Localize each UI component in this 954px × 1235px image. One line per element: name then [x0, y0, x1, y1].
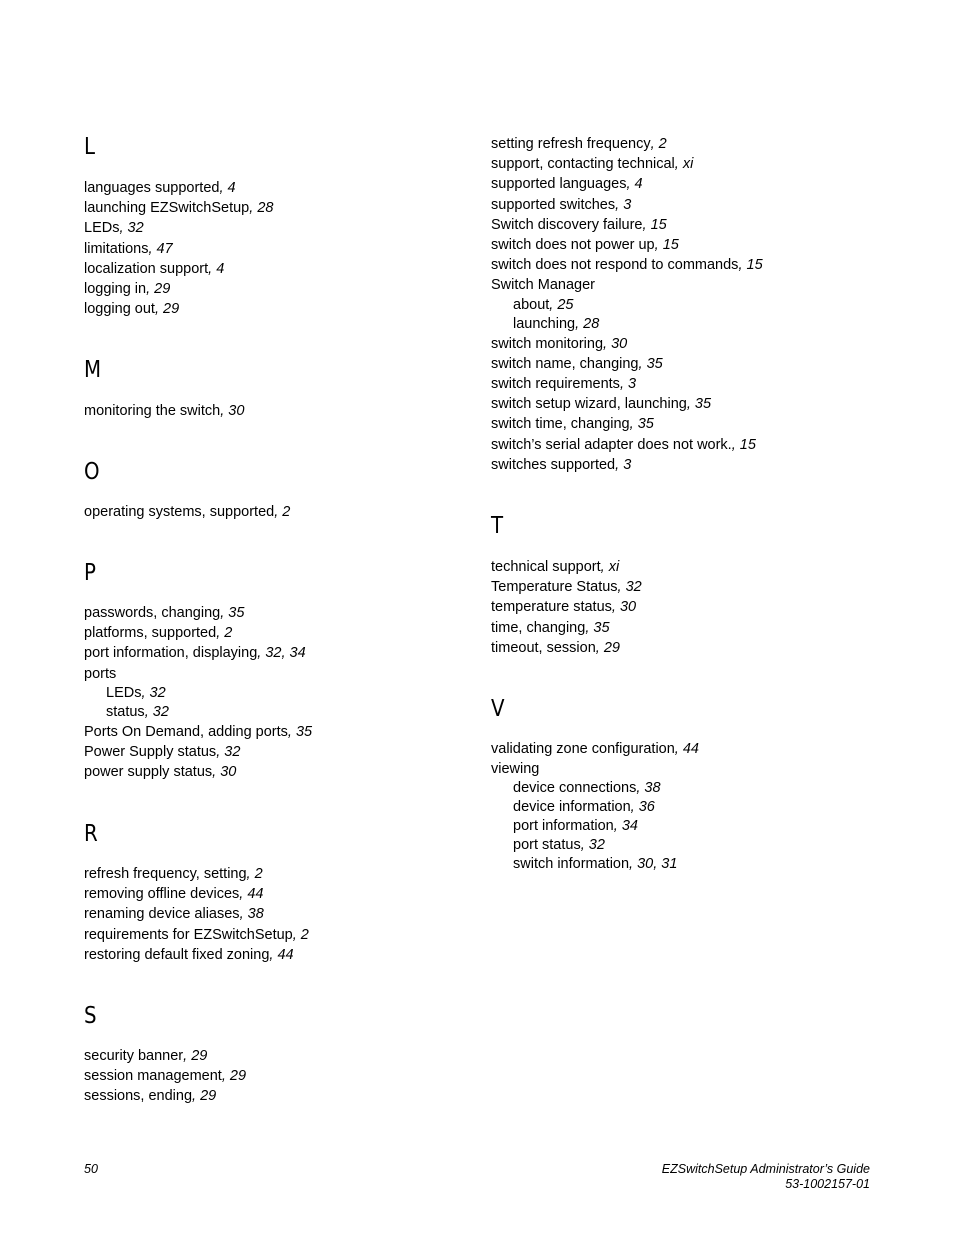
index-entry-list: [491, 739, 699, 874]
entry-page-ref[interactable]: 32: [224, 744, 241, 761]
entry-term: logging out: [84, 301, 155, 318]
entry-page-ref[interactable]: 36: [638, 799, 655, 816]
entry-term: removing offline devices: [84, 886, 240, 903]
section-letter-m: M: [84, 357, 102, 383]
footer-doc-info: [662, 1162, 870, 1192]
index-entry: timeout, session, 29: [491, 639, 620, 656]
entry-page-ref[interactable]: 4: [634, 176, 643, 193]
index-entry: switch’s serial adapter does not work., 15: [491, 436, 756, 453]
section-letter-t: T: [491, 513, 504, 539]
entry-term: power supply status: [84, 764, 213, 781]
index-entry: support, contacting technical, xi: [491, 156, 694, 173]
entry-term: timeout, session: [491, 639, 596, 656]
index-entry: power supply status, 30: [84, 764, 237, 781]
entry-page-ref[interactable]: 29: [229, 1068, 247, 1085]
entry-page-ref[interactable]: 2: [254, 866, 263, 882]
entry-term: Switch Manager: [491, 277, 595, 294]
index-subentry: launching, 28: [513, 315, 600, 332]
index-entry-list: [491, 557, 642, 658]
index-entry: switch name, changing, 35: [491, 355, 663, 372]
entry-term: restoring default fixed zoning: [84, 946, 270, 963]
index-entry: [84, 664, 312, 684]
entry-page-ref[interactable]: 34: [621, 818, 638, 835]
entry-term: technical support: [491, 559, 601, 575]
index-entry: operating systems, supported, 2: [84, 504, 291, 520]
index-subentry: port status, 32: [513, 837, 605, 854]
entry-page-ref[interactable]: 30, 31: [637, 856, 678, 873]
index-entry: validating zone configuration, 44: [491, 741, 699, 757]
entry-page-ref[interactable]: 29: [191, 1048, 208, 1064]
entry-page-ref[interactable]: 35: [593, 619, 610, 636]
entry-term: Switch discovery failure: [491, 216, 643, 233]
index-subentry: about, 25: [513, 296, 574, 313]
entry-term: switch name, changing: [491, 355, 639, 372]
entry-page-ref[interactable]: 44: [682, 741, 699, 757]
entry-term: port status: [513, 837, 581, 854]
entry-page-ref[interactable]: 3: [623, 456, 632, 473]
entry-term: refresh frequency, setting: [84, 866, 247, 882]
entry-page-ref[interactable]: 32: [625, 579, 642, 596]
entry-page-ref[interactable]: 3: [623, 196, 632, 213]
entry-page-ref[interactable]: 32: [149, 684, 166, 701]
entry-term: requirements for EZSwitchSetup: [84, 926, 293, 943]
entry-term: switch monitoring: [491, 335, 604, 352]
index-entry: Power Supply status, 32: [84, 744, 241, 761]
entry-page-ref[interactable]: 30: [619, 599, 637, 616]
entry-term: launching EZSwitchSetup: [84, 200, 250, 217]
entry-page-ref[interactable]: 32: [152, 703, 169, 720]
index-entry: [491, 275, 763, 295]
section-letter-v: V: [491, 696, 505, 722]
entry-page-ref[interactable]: 47: [156, 240, 173, 257]
index-entry-list: [84, 502, 290, 522]
entry-term: switch does not respond to commands: [491, 257, 739, 274]
index-entry: supported switches, 3: [491, 196, 632, 213]
entry-term: switches supported: [491, 456, 616, 473]
section-letter-o: O: [84, 459, 100, 485]
index-entry: switch monitoring, 30: [491, 335, 628, 352]
index-entry: switch does not power up, 15: [491, 237, 679, 254]
entry-page-ref[interactable]: 29: [603, 639, 620, 656]
index-entry: refresh frequency, setting, 2: [84, 866, 263, 882]
entry-page-ref[interactable]: 3: [628, 376, 637, 393]
entry-term: security banner: [84, 1048, 184, 1064]
index-entry: renaming device aliases, 38: [84, 906, 264, 923]
entry-term: temperature status: [491, 599, 612, 616]
entry-term: switch information: [513, 856, 630, 873]
entry-page-ref[interactable]: 35: [295, 723, 313, 740]
entry-term: about: [513, 296, 550, 313]
index-entry: sessions, ending, 29: [84, 1088, 217, 1105]
entry-term: switch’s serial adapter does not work.: [491, 436, 732, 453]
entry-page-ref[interactable]: 2: [282, 504, 291, 520]
index-subentry: status, 32: [106, 703, 169, 720]
entry-term: sessions, ending: [84, 1088, 193, 1105]
entry-term: supported languages: [491, 176, 627, 193]
footer-title: EZSwitchSetup Administrator’s Guide: [661, 1162, 870, 1176]
index-entry: security banner, 29: [84, 1048, 208, 1064]
entry-page-ref[interactable]: 2: [658, 136, 667, 152]
entry-page-ref[interactable]: 4: [227, 180, 236, 196]
entry-page-ref[interactable]: 35: [637, 416, 654, 433]
index-entry: technical support, xi: [491, 559, 620, 575]
entry-term: operating systems, supported: [84, 504, 275, 520]
index-entry: setting refresh frequency, 2: [491, 136, 667, 152]
index-entry: [491, 759, 699, 779]
index-entry: removing offline devices, 44: [84, 886, 264, 903]
entry-term: status: [106, 703, 145, 720]
index-subentry: LEDs, 32: [106, 684, 166, 701]
section-letter-p: P: [84, 560, 96, 586]
index-entry: temperature status, 30: [491, 599, 637, 616]
entry-page-ref[interactable]: 29: [154, 281, 171, 298]
entry-page-ref[interactable]: xi: [682, 156, 694, 173]
entry-page-ref[interactable]: 15: [746, 257, 763, 274]
entry-term: device connections: [513, 780, 637, 797]
index-subentry: switch information, 30, 31: [513, 856, 678, 873]
entry-page-ref[interactable]: 29: [163, 301, 180, 318]
entry-term: launching: [513, 315, 576, 332]
entry-term: port information, displaying: [84, 645, 258, 662]
entry-page-ref[interactable]: 29: [200, 1088, 217, 1105]
entry-page-ref[interactable]: 28: [583, 315, 600, 332]
entry-term: LEDs: [84, 220, 120, 237]
index-entry: switch requirements, 3: [491, 376, 637, 393]
index-subentry: port information, 34: [513, 818, 638, 835]
entry-term: support, contacting technical: [491, 156, 675, 173]
index-entry: logging in, 29: [84, 281, 171, 298]
index-entry: LEDs, 32: [84, 220, 144, 237]
entry-page-ref[interactable]: 30: [228, 403, 245, 419]
entry-term: renaming device aliases: [84, 906, 240, 923]
index-entry: Temperature Status, 32: [491, 579, 642, 596]
entry-term: time, changing: [491, 619, 586, 636]
entry-page-ref[interactable]: 32, 34: [265, 645, 306, 662]
entry-page-ref[interactable]: 28: [257, 200, 274, 217]
entry-page-ref[interactable]: 2: [224, 625, 233, 642]
entry-term: switch does not power up: [491, 237, 655, 254]
entry-page-ref[interactable]: 32: [588, 837, 605, 854]
footer-doc-number: 53-1002157-01: [785, 1177, 870, 1191]
entry-page-ref[interactable]: 38: [247, 906, 264, 923]
entry-term: Ports On Demand, adding ports: [84, 723, 288, 740]
index-entry: Ports On Demand, adding ports, 35: [84, 723, 313, 740]
index-entry-list: [84, 178, 273, 319]
index-entry: passwords, changing, 35: [84, 605, 245, 621]
index-entry-list: [84, 1046, 246, 1107]
index-entry-list: [84, 401, 244, 421]
entry-term: session management: [84, 1068, 222, 1085]
entry-term: switch requirements: [491, 376, 620, 393]
index-subentry: device connections, 38: [513, 780, 661, 797]
entry-term: validating zone configuration: [491, 741, 675, 757]
entry-term: passwords, changing: [84, 605, 221, 621]
entry-term: limitations: [84, 240, 149, 257]
entry-page-ref[interactable]: 4: [216, 260, 225, 277]
index-entry: launching EZSwitchSetup, 28: [84, 200, 274, 217]
index-subentry: device information, 36: [513, 799, 655, 816]
entry-page-ref[interactable]: 15: [662, 237, 679, 254]
entry-page-ref[interactable]: 15: [650, 216, 667, 233]
index-entry: limitations, 47: [84, 240, 173, 257]
entry-page-ref[interactable]: 32: [127, 220, 144, 237]
index-entry: monitoring the switch, 30: [84, 403, 245, 419]
entry-page-ref[interactable]: 35: [228, 605, 245, 621]
entry-page-ref[interactable]: 35: [646, 355, 663, 372]
index-entry: logging out, 29: [84, 301, 180, 318]
index-entry: localization support, 4: [84, 260, 225, 277]
entry-term: LEDs: [106, 684, 142, 701]
entry-term: ports: [84, 665, 117, 682]
index-entry: languages supported, 4: [84, 180, 236, 196]
entry-page-ref[interactable]: 30: [220, 764, 237, 781]
entry-term: port information: [513, 818, 614, 835]
index-entry: restoring default fixed zoning, 44: [84, 946, 294, 963]
index-entry: supported languages, 4: [491, 176, 643, 193]
entry-term: switch setup wizard, launching: [491, 396, 687, 413]
entry-term: languages supported: [84, 180, 220, 196]
index-entry-list: [84, 864, 309, 965]
entry-page-ref[interactable]: 2: [300, 926, 309, 943]
index-entry-list: [84, 603, 312, 782]
entry-term: platforms, supported: [84, 625, 217, 642]
entry-term: Power Supply status: [84, 744, 217, 761]
entry-page-ref[interactable]: xi: [608, 559, 620, 575]
entry-term: viewing: [491, 761, 540, 778]
entry-term: logging in: [84, 281, 147, 298]
section-letter-l: L: [84, 134, 96, 160]
entry-term: setting refresh frequency: [491, 136, 651, 152]
index-entry: time, changing, 35: [491, 619, 610, 636]
entry-term: device information: [513, 799, 631, 816]
entry-page-ref[interactable]: 15: [739, 436, 756, 453]
entry-page-ref[interactable]: 44: [247, 886, 264, 903]
index-entry: switches supported, 3: [491, 456, 632, 473]
index-entry: switch does not respond to commands, 15: [491, 257, 763, 274]
entry-term: supported switches: [491, 196, 616, 213]
entry-term: localization support: [84, 260, 209, 277]
footer-page-number: 50: [84, 1162, 98, 1176]
index-entry: switch time, changing, 35: [491, 416, 654, 433]
index-entry: requirements for EZSwitchSetup, 2: [84, 926, 309, 943]
index-entry-list: [491, 134, 763, 475]
entry-page-ref[interactable]: 30: [611, 335, 628, 352]
entry-page-ref[interactable]: 44: [277, 946, 294, 963]
section-letter-s: S: [84, 1003, 97, 1029]
entry-term: switch time, changing: [491, 416, 630, 433]
index-entry: port information, displaying, 32, 34: [84, 645, 306, 662]
entry-page-ref[interactable]: 25: [557, 296, 574, 313]
entry-page-ref[interactable]: 38: [644, 780, 661, 797]
entry-page-ref[interactable]: 35: [694, 396, 712, 413]
index-entry: platforms, supported, 2: [84, 625, 233, 642]
section-letter-r: R: [84, 821, 98, 847]
index-entry: Switch discovery failure, 15: [491, 216, 667, 233]
entry-term: Temperature Status: [491, 579, 618, 596]
index-entry: session management, 29: [84, 1068, 247, 1085]
index-entry: switch setup wizard, launching, 35: [491, 396, 712, 413]
entry-term: monitoring the switch: [84, 403, 221, 419]
